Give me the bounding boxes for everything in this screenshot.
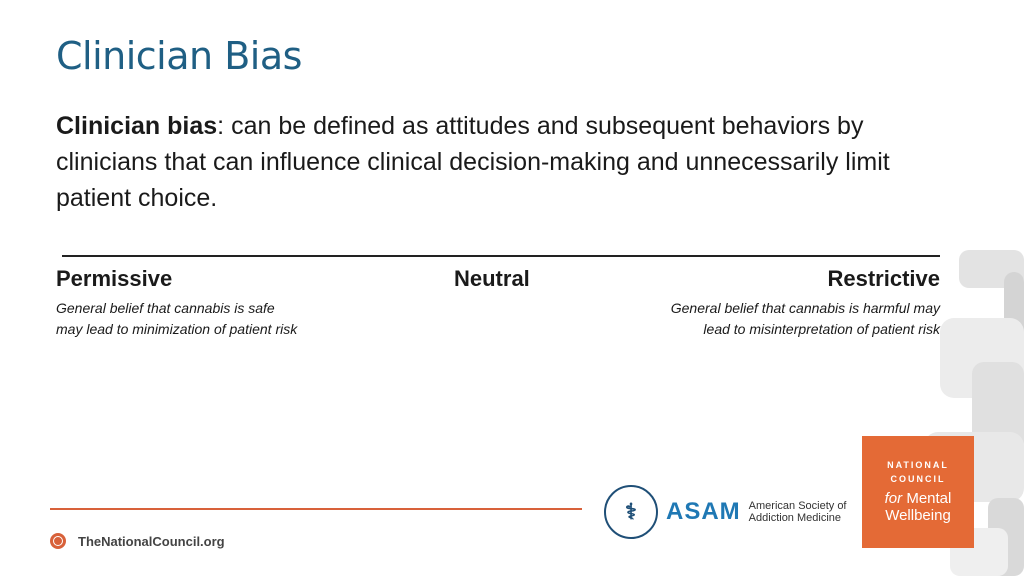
permissive-description [56, 298, 386, 340]
national-council-logo [862, 436, 974, 548]
globe-icon [50, 533, 66, 549]
permissive-desc-line-2: may lead to minimization of patient risk [56, 321, 298, 337]
ncmw-for: for [884, 490, 903, 507]
asam-tagline [749, 500, 847, 524]
restrictive-label: Restrictive [827, 266, 940, 291]
asam-wordmark: ASAM [666, 498, 741, 525]
definition-term: Clinician bias [56, 112, 218, 140]
asam-logo [604, 485, 847, 539]
definition-text: : can be defined as attitudes and subsequent behaviors by clinicians that can influence clinical decision-making and unnecessarily limit patient choice. [56, 112, 890, 212]
ncmw-line-2: COUNCIL [890, 474, 946, 484]
permissive-desc-line-1: General belief that cannabis is safe [56, 300, 275, 316]
ncmw-mental: Mental [906, 490, 952, 507]
ncmw-line-3 [885, 490, 952, 507]
restrictive-desc-line-1: General belief that cannabis is harmful may [670, 300, 940, 316]
footer-website[interactable] [50, 533, 225, 549]
asam-tagline-line-2: Addiction Medicine [748, 512, 842, 524]
footer-divider [50, 508, 582, 510]
ncmw-line-4: Wellbeing [885, 507, 951, 524]
neutral-label: Neutral [454, 266, 530, 291]
asam-tagline-line-1: American Society of [748, 500, 847, 512]
restrictive-desc-line-2: lead to misinterpretation of patient risk [703, 321, 940, 337]
slide-title: Clinician Bias [56, 34, 302, 78]
asam-seal-icon: ⚕ [604, 485, 658, 539]
permissive-label: Permissive [56, 266, 173, 291]
definition-paragraph [56, 108, 916, 216]
website-label: TheNationalCouncil.org [78, 533, 225, 549]
spectrum-line [62, 255, 940, 257]
ncmw-line-1: NATIONAL [887, 460, 949, 470]
